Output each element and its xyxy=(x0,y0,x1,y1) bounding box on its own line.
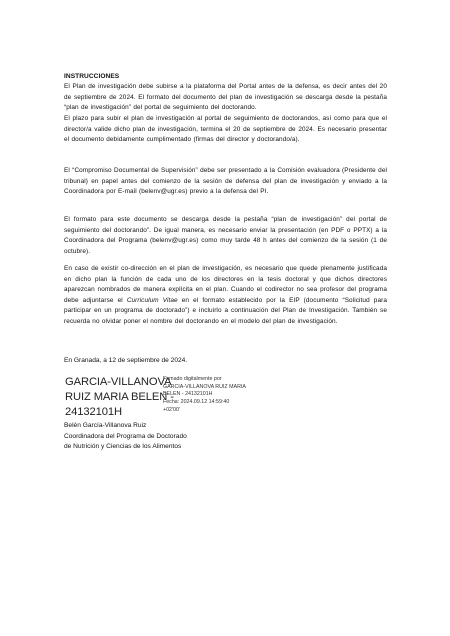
signature-detail-line: Firmado digitalmente por xyxy=(163,376,222,382)
signature-name-line: 24132101H xyxy=(65,405,122,418)
digital-signature xyxy=(64,375,294,419)
paragraph-presentation-format: El formato para este documento se descarga desde la pestaña “plan de investigación” del portal de seguimiento del doctorando”. De igual manera, es necesario enviar la presentación (en PDF o PPTX) a la Coordinadora del Programa (belenv@ugr.es) como muy tarde 48 h antes del comienzo de la sesión (1 de octubre). xyxy=(64,216,387,255)
paragraph-supervision-commitment: El “Compromiso Documental de Supervisión” debe ser presentado a la Comisión evaluadora (Presidente del tribunal) en papel antes del comienzo de la sesión de defensa del plan de investigación y enviado a la Coordinadora por E-mail (belenv@ugr.es) previo a la defensa del PI. xyxy=(64,167,387,196)
signer-role-line-2: de Nutrición y Ciencias de los Alimentos xyxy=(64,443,182,451)
signer-block xyxy=(64,421,187,453)
paragraph-plan-upload: El Plan de investigación debe subirse a la plataforma del Portal antes de la defensa, es decir antes del 20 de septiembre de 2024. El formato del documento del plan de investigación se descarga desde la pestaña “plan de investigación” del portal de seguimiento del doctorando. xyxy=(64,83,387,112)
signer-name: Belén García-Villanova Ruiz xyxy=(64,422,147,429)
signature-name-line: GARCIA-VILLANOVA xyxy=(65,376,172,388)
date-line: En Granada, a 12 de septiembre de 2024. xyxy=(64,357,188,364)
signature-detail-line: Fecha: 2024.09.12 14:59:40 xyxy=(163,399,230,406)
signature-name-line: RUIZ MARIA BELEN - xyxy=(65,390,174,403)
curriculum-vitae-italic: Curriculum Vitae xyxy=(126,296,178,304)
paragraph-deadline: El plazo para subir el plan de investigación al portal de seguimiento de doctorandos, así como para que el director/a valide dicho plan de investigación, termina el 20 de septiembre de 2024. Es necesario presentar el documento debidamente cumplimentado (firmas del director y doctorando/a). xyxy=(64,115,387,144)
signature-detail-line: GARCIA-VILLANOVA RUIZ MARIA xyxy=(163,383,246,390)
signer-role-line-1: Coordinadora del Programa de Doctorado xyxy=(64,432,187,440)
signature-detail-line: BELEN - 24132101H xyxy=(163,391,213,398)
co-direction-text-a: En caso de existir co-dirección en el plan de investigación, es necesario que quede plenamente justificada en dicho plan la función de cada uno de los directores en la tesis doctoral y que dichos directores aparezcan nombrados de manera explícita en el plan. Cuando el codirector no sea profesor del programa debe adjuntarse el xyxy=(64,265,387,304)
paragraph-co-direction xyxy=(64,264,387,328)
instructions-heading: INSTRUCCIONES xyxy=(64,73,120,80)
signature-detail-line: +02'00' xyxy=(163,406,180,413)
co-direction-text-b: en el formato establecido por la EIP (documento “Solicitud para participar en un programa de doctorado”) e incluirlo a continuación del Plan de Investigación. También se recuerda no olvidar poner el nombre del doctorando en el modelo del plan de investigación. xyxy=(64,296,387,325)
signature-details xyxy=(163,376,293,415)
